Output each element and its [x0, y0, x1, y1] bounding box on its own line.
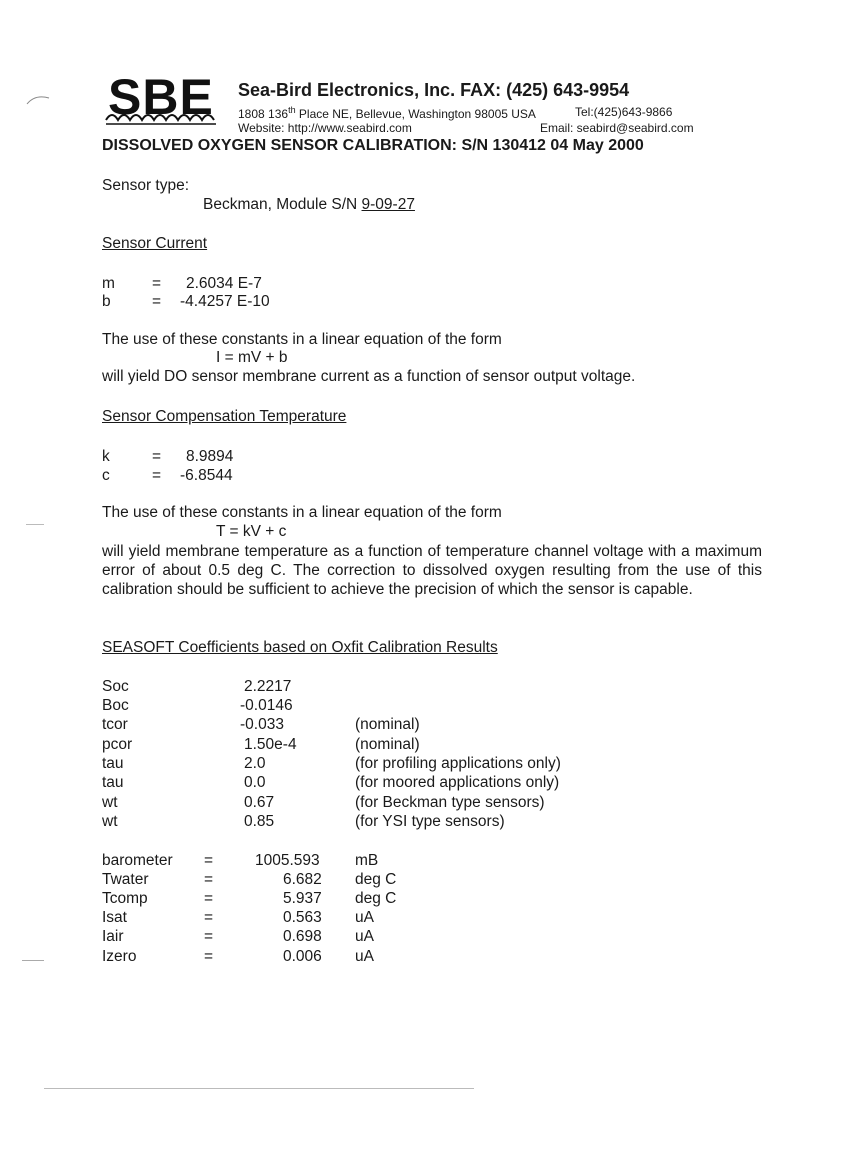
seasoft-heading: SEASOFT Coefficients based on Oxfit Calibration Results: [102, 639, 498, 656]
cond-name: Izero: [102, 948, 137, 965]
cond-unit: deg C: [355, 871, 397, 888]
coef-note: (for profiling applications only): [355, 755, 561, 772]
sensor-type-value: Beckman, Module S/N 9-09-27: [203, 196, 415, 213]
current-row-eq: =: [152, 293, 162, 310]
cond-name: Isat: [102, 909, 127, 926]
company-name: Sea-Bird Electronics, Inc. FAX: (425) 643-9954: [238, 80, 630, 100]
coef-value: -0.0146: [240, 697, 293, 714]
scan-mark: [22, 960, 44, 961]
coef-value: 2.2217: [244, 678, 292, 695]
coef-name: Boc: [102, 697, 129, 714]
current-row-name: b: [102, 293, 111, 310]
coef-value: 0.67: [244, 794, 275, 811]
coef-name: tcor: [102, 716, 128, 733]
module-sn: 9-09-27: [361, 196, 415, 213]
cond-eq: =: [204, 948, 214, 965]
cond-eq: =: [204, 909, 214, 926]
cond-name: Twater: [102, 871, 149, 888]
cond-eq: =: [204, 852, 214, 869]
coef-name: tau: [102, 755, 124, 772]
current-equation: I = mV + b: [216, 349, 288, 366]
cond-value: 1005.593: [255, 852, 320, 869]
current-row-eq: =: [152, 275, 162, 292]
coef-value: 2.0: [244, 755, 266, 772]
compensation-heading: Sensor Compensation Temperature: [102, 408, 347, 425]
cond-eq: =: [204, 871, 214, 888]
coef-name: Soc: [102, 678, 129, 695]
company-website: Website: http://www.seabird.com: [238, 121, 412, 135]
company-tel: Tel:(425)643-9866: [575, 105, 673, 119]
comp-row-eq: =: [152, 448, 162, 465]
cond-eq: =: [204, 928, 214, 945]
company-email: Email: seabird@seabird.com: [540, 121, 694, 135]
coef-name: wt: [102, 794, 118, 811]
comp-row-name: k: [102, 448, 110, 465]
comp-row-eq: =: [152, 467, 162, 484]
current-text-2: will yield DO sensor membrane current as a function of sensor output voltage.: [102, 368, 636, 385]
cond-unit: mB: [355, 852, 379, 869]
waves-logo-icon: [104, 110, 224, 126]
coef-note: (for Beckman type sensors): [355, 794, 545, 811]
cond-name: barometer: [102, 852, 173, 869]
cond-unit: deg C: [355, 890, 397, 907]
coef-name: pcor: [102, 736, 133, 753]
coef-value: 0.0: [244, 774, 266, 791]
current-text-1: The use of these constants in a linear equation of the form: [102, 331, 502, 348]
current-row-name: m: [102, 275, 115, 292]
coef-value: -0.033: [240, 716, 284, 733]
sensor-type-label: Sensor type:: [102, 177, 190, 194]
comp-text-2: will yield membrane temperature as a function of temperature channel voltage with a maximum error of about 0.5 deg C. The correction to dissolved oxygen resulting from the use of this calibration should be sufficient to achieve the precision of which the sensor is capable.: [102, 543, 762, 598]
cond-unit: uA: [355, 928, 374, 945]
scan-mark: [44, 1088, 474, 1089]
cond-name: Iair: [102, 928, 124, 945]
coef-value: 0.85: [244, 813, 275, 830]
cond-value: 0.563: [283, 909, 322, 926]
coef-note: (for moored applications only): [355, 774, 560, 791]
comp-text-1: The use of these constants in a linear equation of the form: [102, 504, 502, 521]
comp-row-value: -6.8544: [180, 467, 233, 484]
cond-value: 6.682: [283, 871, 322, 888]
sbe-logo: SBE: [108, 69, 214, 125]
comp-equation: T = kV + c: [216, 523, 287, 540]
coef-note: (nominal): [355, 736, 420, 753]
coef-note: (nominal): [355, 716, 420, 733]
cond-value: 0.006: [283, 948, 322, 965]
cond-name: Tcomp: [102, 890, 148, 907]
scan-mark: [26, 524, 44, 525]
current-row-value: 2.6034 E-7: [186, 275, 262, 292]
company-address: 1808 136th Place NE, Bellevue, Washington 98005 USA: [238, 105, 536, 121]
cond-value: 0.698: [283, 928, 322, 945]
scan-mark: [26, 92, 52, 106]
cond-unit: uA: [355, 909, 374, 926]
cond-eq: =: [204, 890, 214, 907]
cond-unit: uA: [355, 948, 374, 965]
coef-name: tau: [102, 774, 124, 791]
sensor-current-heading: Sensor Current: [102, 235, 208, 252]
current-row-value: -4.4257 E-10: [180, 293, 270, 310]
document-title: DISSOLVED OXYGEN SENSOR CALIBRATION: S/N 130412 04 May 2000: [102, 137, 644, 154]
coef-value: 1.50e-4: [244, 736, 297, 753]
coef-name: wt: [102, 813, 118, 830]
comp-row-name: c: [102, 467, 110, 484]
coef-note: (for YSI type sensors): [355, 813, 505, 830]
cond-value: 5.937: [283, 890, 322, 907]
comp-row-value: 8.9894: [186, 448, 234, 465]
